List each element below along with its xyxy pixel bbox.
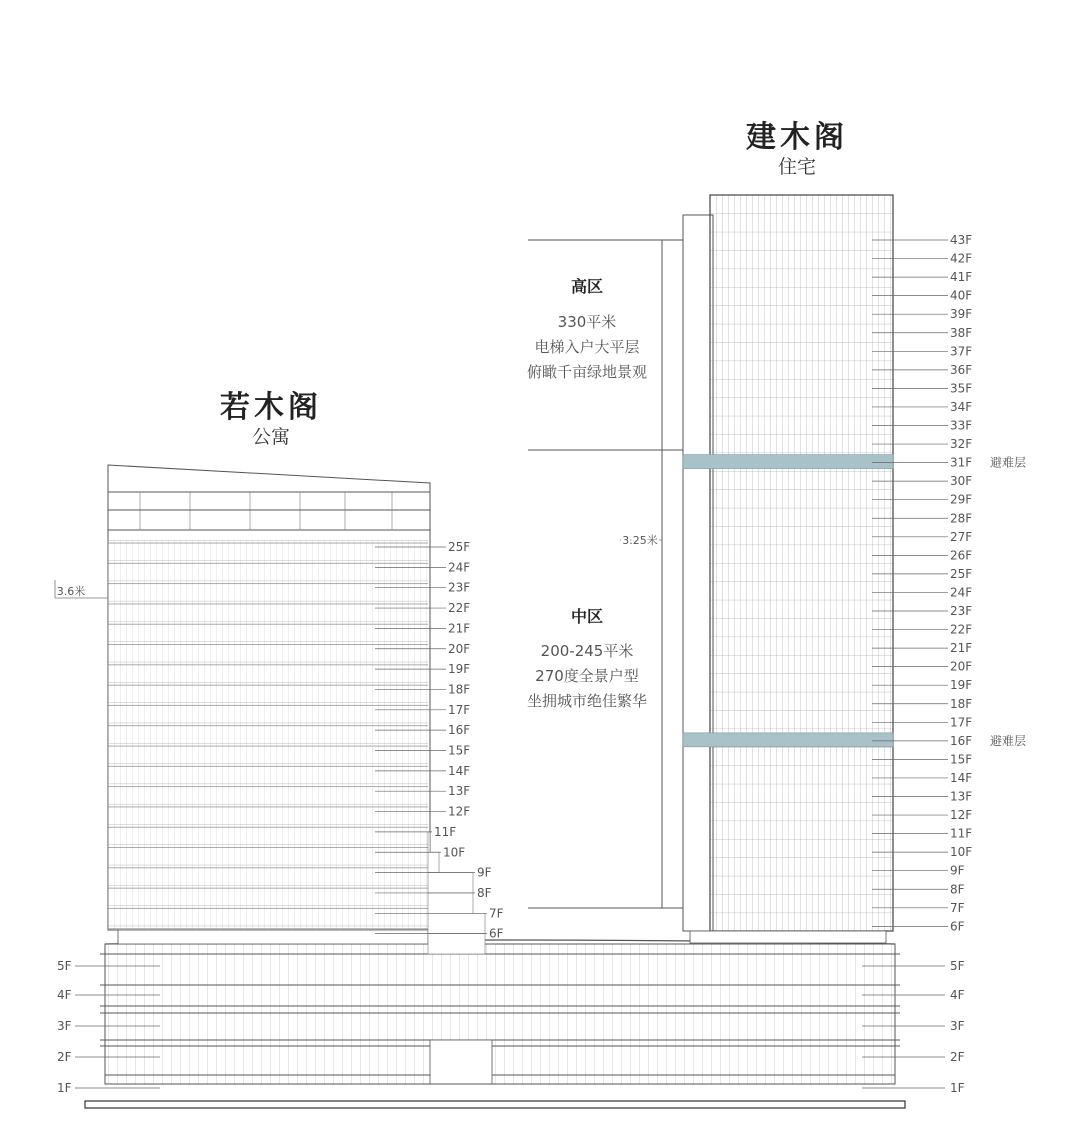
floor-label: 9F xyxy=(950,863,965,878)
floor-label: 35F xyxy=(950,381,973,396)
floor-label: 8F xyxy=(477,885,492,900)
apartment-tower xyxy=(108,465,430,944)
terrace-step xyxy=(428,852,439,872)
floor-label: 18F xyxy=(950,696,973,711)
floor-label: 19F xyxy=(950,678,973,693)
floor-label-right: 2F xyxy=(950,1050,965,1064)
floor-label: 24F xyxy=(950,585,973,600)
high-zone-layout: 电梯入户大平层 xyxy=(534,338,640,356)
floor-label: 12F xyxy=(950,808,973,823)
apartment-floor-height: 3.6米 xyxy=(56,585,86,598)
floor-label: 26F xyxy=(950,548,973,563)
residence-floor-labels xyxy=(872,233,1026,933)
floor-label: 31F xyxy=(950,455,973,470)
residence-floor-height: 3.25米 xyxy=(622,534,658,547)
floor-label: 29F xyxy=(950,492,973,507)
floor-label: 28F xyxy=(950,511,973,526)
mid-zone-view: 坐拥城市绝佳繁华 xyxy=(526,692,648,710)
terrace-step xyxy=(428,873,473,893)
floor-label: 25F xyxy=(448,540,471,554)
floor-label: 23F xyxy=(950,604,973,618)
floor-label: 39F xyxy=(950,307,973,322)
high-zone-area: 330平米 xyxy=(557,313,617,331)
refuge-floor-band xyxy=(683,455,893,469)
floor-label: 43F xyxy=(950,233,973,247)
floor-label: 16F xyxy=(950,733,973,748)
floor-label-left: 4F xyxy=(57,988,72,1002)
floor-label-left: 5F xyxy=(57,959,72,973)
terrace-step xyxy=(428,934,485,954)
floor-label: 20F xyxy=(448,641,471,656)
residence-building-type: 住宅 xyxy=(777,156,817,178)
floor-label: 22F xyxy=(950,622,973,637)
floor-label: 14F xyxy=(950,770,973,785)
floor-label: 10F xyxy=(443,845,466,860)
floor-label: 12F xyxy=(448,804,471,819)
floor-label: 6F xyxy=(950,919,965,934)
floor-label: 32F xyxy=(950,437,973,452)
floor-label: 14F xyxy=(448,763,471,778)
floor-label: 8F xyxy=(950,882,965,897)
floor-label: 40F xyxy=(950,288,973,303)
floor-label: 37F xyxy=(950,344,973,359)
terrace-step xyxy=(428,913,485,933)
mid-zone-area: 200-245平米 xyxy=(540,642,634,660)
floor-label: 23F xyxy=(448,580,471,595)
floor-label: 11F xyxy=(434,824,457,839)
apartment-building-name: 若木阁 xyxy=(220,390,322,425)
floor-label: 9F xyxy=(477,865,492,880)
residence-tower xyxy=(683,195,893,943)
floor-label: 36F xyxy=(950,362,973,377)
refuge-floor-band xyxy=(683,733,893,747)
floor-label-left: 3F xyxy=(57,1019,72,1033)
floor-label: 18F xyxy=(448,682,471,697)
terrace-step xyxy=(428,832,430,852)
floor-label-left: 2F xyxy=(57,1050,72,1064)
floor-label: 13F xyxy=(448,784,471,799)
floor-label: 33F xyxy=(950,418,973,433)
terrace-step xyxy=(428,893,473,913)
floor-label: 11F xyxy=(950,826,973,841)
floor-label: 20F xyxy=(950,659,973,674)
ground-base xyxy=(85,1101,905,1108)
floor-label: 41F xyxy=(950,270,973,285)
refuge-floor-label: 避难层 xyxy=(990,455,1027,470)
floor-label: 30F xyxy=(950,474,973,489)
floor-label-right: 5F xyxy=(950,959,965,973)
floor-label: 21F xyxy=(448,621,471,636)
floor-label: 22F xyxy=(448,601,471,616)
podium xyxy=(100,940,900,1084)
apartment-building-type: 公寓 xyxy=(251,426,291,448)
floor-label: 25F xyxy=(950,566,973,581)
floor-label: 19F xyxy=(448,662,471,677)
floor-label: 42F xyxy=(950,251,973,266)
floor-label: 34F xyxy=(950,399,973,414)
floor-label-right: 1F xyxy=(950,1081,965,1095)
floor-label-left: 1F xyxy=(57,1081,72,1095)
floor-label: 17F xyxy=(448,702,471,717)
floor-label: 15F xyxy=(448,743,471,758)
floor-label: 21F xyxy=(950,641,973,656)
floor-label: 7F xyxy=(950,900,965,915)
floor-label: 38F xyxy=(950,325,973,340)
floor-label: 24F xyxy=(448,560,471,575)
mid-zone-layout: 270度全景户型 xyxy=(535,667,639,685)
refuge-floor-label: 避难层 xyxy=(990,733,1027,748)
mid-zone-name: 中区 xyxy=(570,607,604,626)
high-zone-view: 俯瞰千亩绿地景观 xyxy=(526,363,648,381)
residence-building-name: 建木阁 xyxy=(746,120,848,155)
floor-label: 7F xyxy=(489,906,504,921)
floor-label-right: 4F xyxy=(950,988,965,1002)
high-zone-name: 高区 xyxy=(570,277,604,296)
floor-label: 13F xyxy=(950,789,973,804)
floor-label: 27F xyxy=(950,529,973,544)
floor-label: 6F xyxy=(489,926,504,941)
floor-label: 10F xyxy=(950,845,973,860)
floor-label: 15F xyxy=(950,752,973,767)
floor-label-right: 3F xyxy=(950,1019,965,1033)
floor-label: 17F xyxy=(950,715,973,730)
floor-label: 16F xyxy=(448,723,471,738)
